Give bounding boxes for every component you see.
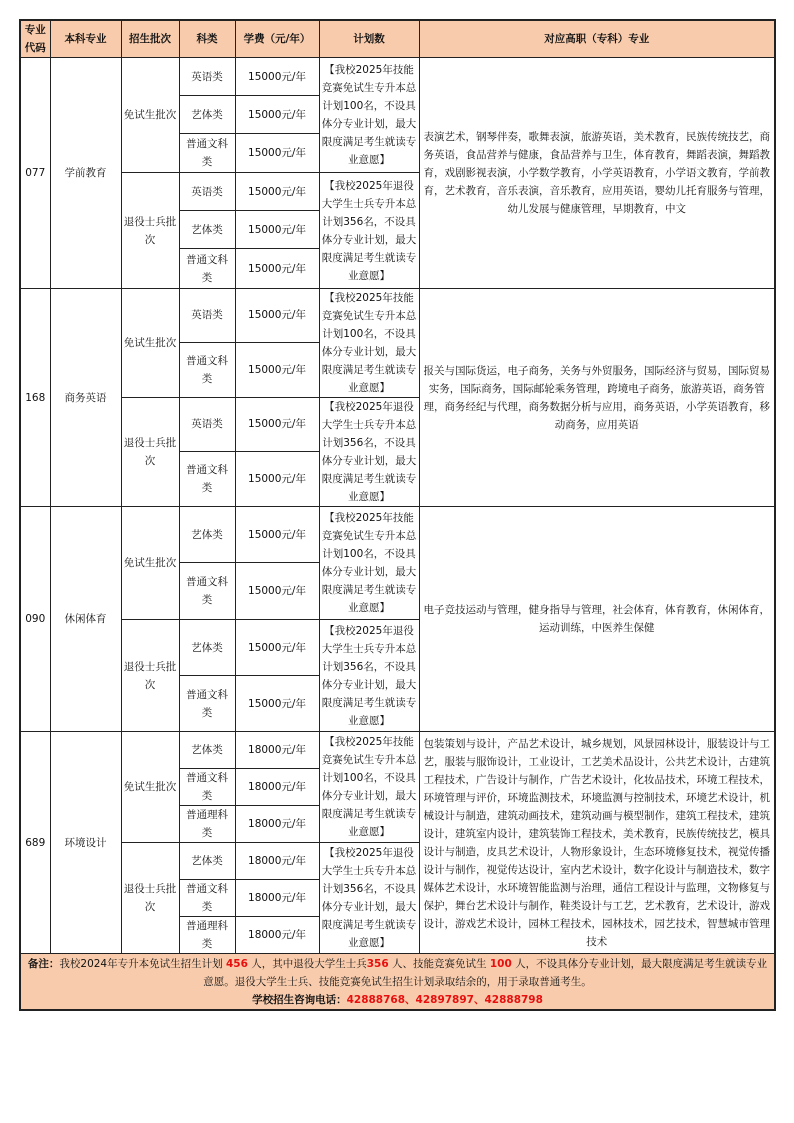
category: 普通理科类 bbox=[179, 806, 235, 843]
batch-name: 免试生批次 bbox=[121, 58, 179, 173]
tuition: 15000元/年 bbox=[235, 173, 319, 211]
category: 普通理科类 bbox=[179, 917, 235, 954]
note-text-4: 人，不设具体分专业计划，最大限度满足考生就读专业意愿。退役大学生士兵、技能竞赛免试生招生计划录取结余的，用于录取普通考生。 bbox=[203, 957, 768, 988]
table-row bbox=[20, 289, 775, 343]
category: 普通文科类 bbox=[179, 769, 235, 806]
category: 艺体类 bbox=[179, 507, 235, 563]
tuition: 15000元/年 bbox=[235, 134, 319, 173]
note-veteran-count: 356 bbox=[366, 957, 389, 970]
note-text-2: 人，其中退役大学生士兵 bbox=[247, 957, 367, 970]
plan-count: 【我校2025年技能竞赛免试生专升本总计划100名，不设具体分专业计划，最大限度满足考生就读专业意愿】 bbox=[319, 507, 419, 620]
plan-count: 【我校2025年退役大学生士兵专升本总计划356名，不设具体分专业计划，最大限度满足考生就读专业意愿】 bbox=[319, 173, 419, 289]
category: 普通文科类 bbox=[179, 880, 235, 917]
category: 英语类 bbox=[179, 173, 235, 211]
plan-count: 【我校2025年退役大学生士兵专升本总计划356名，不设具体分专业计划，最大限度满足考生就读专业意愿】 bbox=[319, 398, 419, 507]
major-name: 商务英语 bbox=[50, 289, 121, 507]
category: 英语类 bbox=[179, 398, 235, 452]
related-majors: 包装策划与设计，产品艺术设计，城乡规划，风景园林设计，服装设计与工艺，服装与服饰设计，工业设计，工艺美术品设计，公共艺术设计，古建筑工程技术，广告设计与制作，广告艺术设计，化妆品技术，环境工程技术，环境管理与评价，环境监测技术，环境监测与控制技术，环境艺术设计，机械设计与制造，建筑动画技术，建筑动画与模型制作，建筑工程技术，建筑设计，建筑室内设计，建筑装饰工程技术，美术教育，民族传统技艺，模具设计与制造，皮具艺术设计，人物形象设计，生态环境修复技术，视觉传播设计与制作，视觉传达设计，室内艺术设计，数字化设计与制造技术，数字媒体艺术设计，水环境智能监测与治理，通信工程设计与监理，文物修复与保护，舞台艺术设计与制作，鞋类设计与工艺，艺术教育，艺术设计，游戏设计，游戏艺术设计，园林工程技术，园林技术，园艺技术，智慧城市管理技术 bbox=[419, 732, 775, 954]
header-tuition: 学费（元/年） bbox=[235, 20, 319, 58]
tuition: 15000元/年 bbox=[235, 249, 319, 289]
admission-plan-table bbox=[19, 19, 776, 1011]
category: 艺体类 bbox=[179, 96, 235, 134]
major-code: 168 bbox=[20, 289, 50, 507]
tuition: 15000元/年 bbox=[235, 96, 319, 134]
header-row bbox=[20, 20, 775, 58]
batch-name: 免试生批次 bbox=[121, 507, 179, 620]
category: 普通文科类 bbox=[179, 451, 235, 506]
related-majors: 表演艺术，钢琴伴奏，歌舞表演，旅游英语，美术教育，民族传统技艺，商务英语，食品营养与健康，食品营养与卫生，体育教育，舞蹈表演，舞蹈教育，戏剧影视表演，小学数学教育，小学英语教育，小学语文教育，学前教育，艺术教育，音乐表演，音乐教育，应用英语，婴幼儿托育服务与管理，幼儿发展与健康管理，早期教育，中文 bbox=[419, 58, 775, 289]
phone-numbers: 42888768、42897897、42888798 bbox=[346, 993, 543, 1006]
table-row bbox=[20, 507, 775, 563]
category: 普通文科类 bbox=[179, 134, 235, 173]
tuition: 18000元/年 bbox=[235, 880, 319, 917]
major-code: 689 bbox=[20, 732, 50, 954]
tuition: 18000元/年 bbox=[235, 732, 319, 769]
category: 英语类 bbox=[179, 289, 235, 343]
header-category: 科类 bbox=[179, 20, 235, 58]
note-cell bbox=[20, 954, 775, 1011]
batch-name: 退役士兵批次 bbox=[121, 620, 179, 732]
phone-label: 学校招生咨询电话： bbox=[252, 993, 347, 1006]
plan-count: 【我校2025年技能竞赛免试生专升本总计划100名，不设具体分专业计划，最大限度满足考生就读专业意愿】 bbox=[319, 732, 419, 843]
tuition: 15000元/年 bbox=[235, 342, 319, 397]
tuition: 18000元/年 bbox=[235, 806, 319, 843]
plan-count: 【我校2025年退役大学生士兵专升本总计划356名，不设具体分专业计划，最大限度满足考生就读专业意愿】 bbox=[319, 620, 419, 732]
category: 普通文科类 bbox=[179, 563, 235, 620]
table-row bbox=[20, 732, 775, 769]
tuition: 15000元/年 bbox=[235, 289, 319, 343]
category: 艺体类 bbox=[179, 843, 235, 880]
note-text-1: 我校2024年专升本免试生招生计划 bbox=[59, 957, 226, 970]
note-skill-count: 100 bbox=[489, 957, 512, 970]
major-name: 环境设计 bbox=[50, 732, 121, 954]
category: 普通文科类 bbox=[179, 249, 235, 289]
tuition: 15000元/年 bbox=[235, 58, 319, 96]
batch-name: 退役士兵批次 bbox=[121, 398, 179, 507]
major-name: 休闲体育 bbox=[50, 507, 121, 732]
header-batch: 招生批次 bbox=[121, 20, 179, 58]
batch-name: 退役士兵批次 bbox=[121, 843, 179, 954]
category: 艺体类 bbox=[179, 732, 235, 769]
header-code: 专业代码 bbox=[20, 20, 50, 58]
related-majors: 电子竞技运动与管理，健身指导与管理，社会体育，体育教育，休闲体育，运动训练，中医养生保健 bbox=[419, 507, 775, 732]
tuition: 15000元/年 bbox=[235, 398, 319, 452]
tuition: 15000元/年 bbox=[235, 507, 319, 563]
header-plan: 计划数 bbox=[319, 20, 419, 58]
plan-count: 【我校2025年退役大学生士兵专升本总计划356名，不设具体分专业计划，最大限度满足考生就读专业意愿】 bbox=[319, 843, 419, 954]
tuition: 15000元/年 bbox=[235, 676, 319, 732]
category: 艺体类 bbox=[179, 620, 235, 676]
note-total: 456 bbox=[225, 957, 248, 970]
tuition: 18000元/年 bbox=[235, 769, 319, 806]
tuition: 15000元/年 bbox=[235, 563, 319, 620]
table-row bbox=[20, 58, 775, 96]
batch-name: 退役士兵批次 bbox=[121, 173, 179, 289]
plan-count: 【我校2025年技能竞赛免试生专升本总计划100名，不设具体分专业计划，最大限度满足考生就读专业意愿】 bbox=[319, 289, 419, 398]
major-code: 090 bbox=[20, 507, 50, 732]
note-row bbox=[20, 954, 775, 1011]
category: 英语类 bbox=[179, 58, 235, 96]
major-code: 077 bbox=[20, 58, 50, 289]
tuition: 15000元/年 bbox=[235, 211, 319, 249]
tuition: 18000元/年 bbox=[235, 917, 319, 954]
tuition: 15000元/年 bbox=[235, 620, 319, 676]
category: 普通文科类 bbox=[179, 342, 235, 397]
note-text-3: 人、技能竞赛免试生 bbox=[388, 957, 490, 970]
tuition: 15000元/年 bbox=[235, 451, 319, 506]
related-majors: 报关与国际货运，电子商务，关务与外贸服务，国际经济与贸易，国际贸易实务，国际商务，国际邮轮乘务管理，跨境电子商务，旅游英语，商务管理，商务经纪与代理，商务数据分析与应用，商务英语，小学英语教育，移动商务，应用英语 bbox=[419, 289, 775, 507]
note-label: 备注： bbox=[27, 957, 60, 970]
category: 普通文科类 bbox=[179, 676, 235, 732]
plan-count: 【我校2025年技能竞赛免试生专升本总计划100名，不设具体分专业计划，最大限度满足考生就读专业意愿】 bbox=[319, 58, 419, 173]
category: 艺体类 bbox=[179, 211, 235, 249]
header-related: 对应高职（专科）专业 bbox=[419, 20, 775, 58]
batch-name: 免试生批次 bbox=[121, 289, 179, 398]
major-name: 学前教育 bbox=[50, 58, 121, 289]
header-major: 本科专业 bbox=[50, 20, 121, 58]
batch-name: 免试生批次 bbox=[121, 732, 179, 843]
tuition: 18000元/年 bbox=[235, 843, 319, 880]
